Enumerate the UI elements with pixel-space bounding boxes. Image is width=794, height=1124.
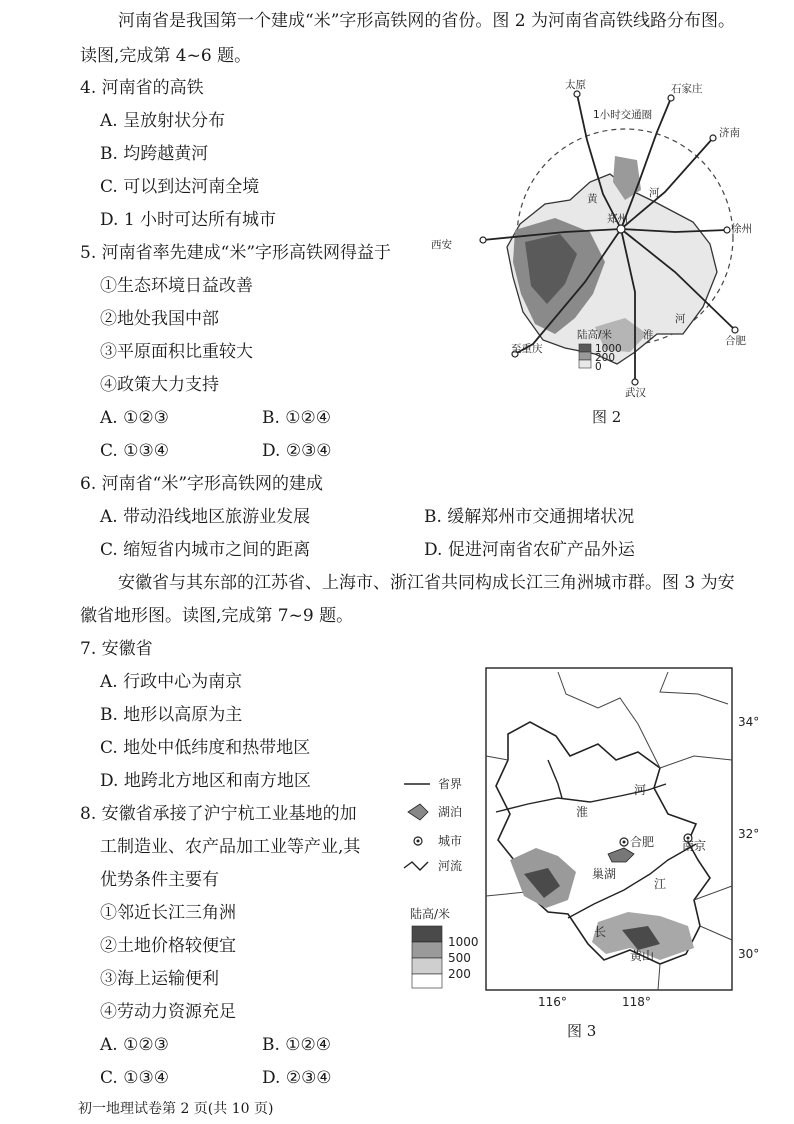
q5-item-2: ②地处我国中部 xyxy=(100,309,219,329)
q8-stem-line1: 8. 安徽省承接了沪宁杭工业基地的加 xyxy=(80,804,357,824)
label-hefei: 合肥 xyxy=(630,835,655,849)
q8-option-a[interactable]: A. ①②③ xyxy=(100,1035,169,1055)
label-huangshan: 黄山 xyxy=(630,949,655,963)
q7-option-c[interactable]: C. 地处中低纬度和热带地区 xyxy=(100,738,311,758)
label-xuzhou: 徐州 xyxy=(731,223,752,235)
lat-32: 32° xyxy=(738,827,760,841)
q7-option-b[interactable]: B. 地形以高原为主 xyxy=(100,705,243,725)
lat-34: 34° xyxy=(738,715,760,729)
figure-3-anhui-terrain-map xyxy=(398,664,778,1024)
q6-stem: 6. 河南省“米”字形高铁网的建成 xyxy=(80,474,324,494)
lat-30: 30° xyxy=(738,947,760,961)
label-zhengzhou: 郑州 xyxy=(607,213,628,225)
legend-city: 城市 xyxy=(438,834,463,848)
q5-option-d[interactable]: D. ②③④ xyxy=(262,441,332,461)
lon-116: 116° xyxy=(538,995,567,1009)
q4-option-a[interactable]: A. 呈放射状分布 xyxy=(100,111,226,131)
river-char-huang: 黄 xyxy=(587,193,598,205)
q8-item-1: ①邻近长江三角洲 xyxy=(100,903,236,923)
q8-option-d[interactable]: D. ②③④ xyxy=(262,1068,332,1088)
legend-border: 省界 xyxy=(438,777,463,791)
q8-option-b[interactable]: B. ①②④ xyxy=(262,1035,332,1055)
fig2-legend-1000: 1000 xyxy=(595,343,622,355)
q4-option-d[interactable]: D. 1 小时可达所有城市 xyxy=(100,210,277,230)
figure-2-caption: 图 2 xyxy=(592,408,622,426)
label-chaohu: 巢湖 xyxy=(592,867,617,881)
river-char-he2: 河 xyxy=(675,313,686,325)
q8-item-3: ③海上运输便利 xyxy=(100,969,219,989)
fig2-legend-200: 200 xyxy=(595,352,616,364)
intro1-line2: 读图,完成第 4~6 题。 xyxy=(80,46,252,66)
river-char-chang: 长 xyxy=(594,925,607,939)
q7-option-a[interactable]: A. 行政中心为南京 xyxy=(100,672,243,692)
fig3-elev-title: 陆高/米 xyxy=(410,907,451,921)
q7-option-d[interactable]: D. 地跨北方地区和南方地区 xyxy=(100,771,311,791)
q4-stem: 4. 河南省的高铁 xyxy=(80,78,204,98)
intro1-line1: 河南省是我国第一个建成“米”字形高铁网的省份。图 2 为河南省高铁线路分布图。 xyxy=(118,11,736,31)
q8-item-4: ④劳动力资源充足 xyxy=(100,1002,236,1022)
intro2-line2: 徽省地形图。读图,完成第 7~9 题。 xyxy=(80,606,354,626)
lon-118: 118° xyxy=(622,995,651,1009)
river-char-huai: 淮 xyxy=(576,805,589,819)
fig3-elevation-legend xyxy=(410,906,479,988)
label-taiyuan: 太原 xyxy=(565,79,586,91)
label-one-hour-ring: 1小时交通圈 xyxy=(593,109,653,121)
q8-stem-line3: 优势条件主要有 xyxy=(100,870,219,890)
fig3-elev-200: 200 xyxy=(448,967,471,981)
label-to-chongqing: 至重庆 xyxy=(511,343,543,355)
river-char-jiang: 江 xyxy=(654,877,667,891)
fig3-symbol-legend xyxy=(404,776,462,873)
fig3-elev-500: 500 xyxy=(448,951,471,965)
q6-option-d[interactable]: D. 促进河南省农矿产品外运 xyxy=(424,540,635,560)
page-footer: 初一地理试卷第 2 页(共 10 页) xyxy=(78,1101,274,1117)
legend-lake: 湖泊 xyxy=(438,805,463,819)
q4-option-b[interactable]: B. 均跨越黄河 xyxy=(100,144,209,164)
q5-item-3: ③平原面积比重较大 xyxy=(100,342,253,362)
river-char-huai: 淮 xyxy=(643,329,654,341)
q6-option-b[interactable]: B. 缓解郑州市交通拥堵状况 xyxy=(424,507,635,527)
q5-item-1: ①生态环境日益改善 xyxy=(100,276,253,296)
q5-option-b[interactable]: B. ①②④ xyxy=(262,408,332,428)
label-shijiazhuang: 石家庄 xyxy=(671,83,703,95)
figure-2-henan-rail-map xyxy=(425,72,765,412)
q5-option-c[interactable]: C. ①③④ xyxy=(100,441,169,461)
q5-stem: 5. 河南省率先建成“米”字形高铁网得益于 xyxy=(80,243,392,263)
q6-option-a[interactable]: A. 带动沿线地区旅游业发展 xyxy=(100,507,311,527)
fig2-legend-title: 陆高/米 xyxy=(577,329,613,341)
label-jinan: 济南 xyxy=(719,127,740,139)
label-xian: 西安 xyxy=(431,239,452,251)
q6-option-c[interactable]: C. 缩短省内城市之间的距离 xyxy=(100,540,311,560)
q8-stem-line2: 工制造业、农产品加工业等产业,其 xyxy=(100,837,361,857)
q5-item-4: ④政策大力支持 xyxy=(100,375,219,395)
label-nanjing: 南京 xyxy=(682,839,707,853)
river-char-he1: 河 xyxy=(649,187,660,199)
q7-stem: 7. 安徽省 xyxy=(80,639,153,659)
label-wuhan: 武汉 xyxy=(625,387,646,399)
fig3-elev-1000: 1000 xyxy=(448,935,479,949)
q4-option-c[interactable]: C. 可以到达河南全境 xyxy=(100,177,260,197)
fig2-legend-0: 0 xyxy=(595,361,602,373)
q5-option-a[interactable]: A. ①②③ xyxy=(100,408,169,428)
q8-item-2: ②土地价格较便宜 xyxy=(100,936,236,956)
label-hefei: 合肥 xyxy=(725,335,746,347)
intro2-line1: 安徽省与其东部的江苏省、上海市、浙江省共同构成长江三角洲城市群。图 3 为安 xyxy=(118,573,735,593)
river-char-he: 河 xyxy=(634,783,647,797)
legend-river: 河流 xyxy=(438,859,463,873)
figure-3-caption: 图 3 xyxy=(567,1022,597,1040)
q8-option-c[interactable]: C. ①③④ xyxy=(100,1068,169,1088)
